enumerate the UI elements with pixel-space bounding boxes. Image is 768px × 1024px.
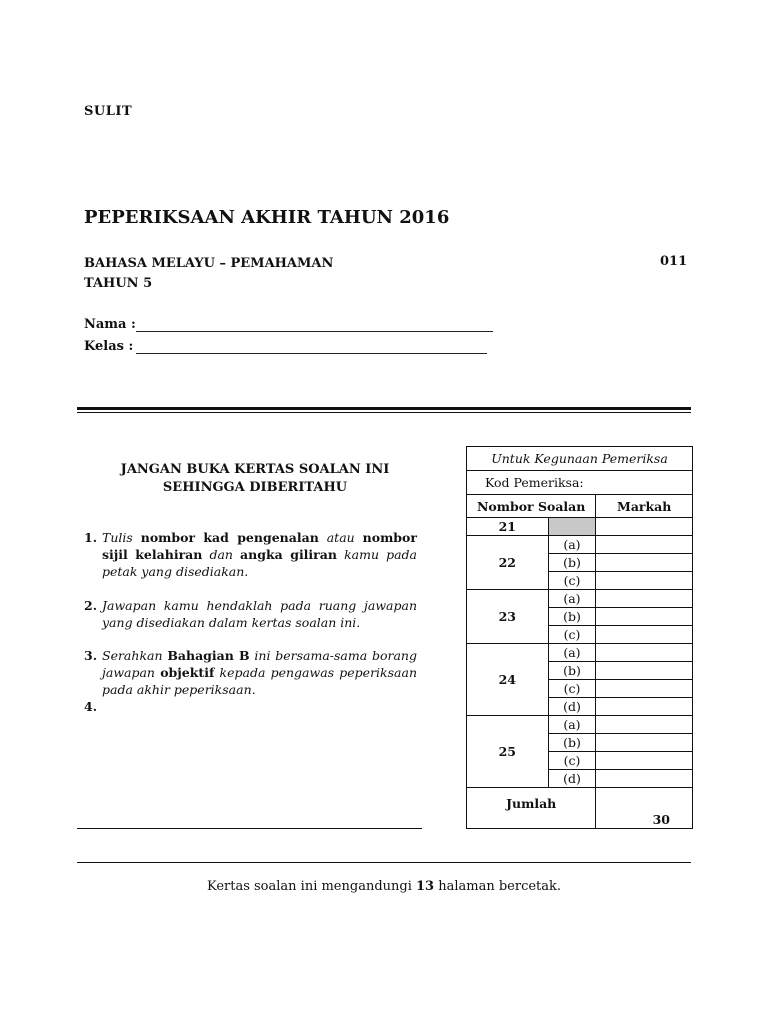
instruction-text-part (233, 547, 240, 562)
instruction-text-part: kamu pada petak yang disediakan. (102, 547, 417, 579)
marks-cell[interactable] (596, 716, 693, 734)
instruction-text-part: Tulis (102, 530, 133, 545)
instruction-text-part: angka giliran (240, 547, 337, 562)
sub-question-label: (a) (548, 590, 596, 608)
footer-text-after: halaman bercetak. (434, 879, 562, 894)
instruction-item (84, 597, 417, 631)
instruction-item (84, 647, 417, 698)
sub-question-label: (c) (548, 680, 596, 698)
sub-question-label: (a) (548, 716, 596, 734)
instruction-number: 1. (84, 530, 98, 545)
instruction-text-part: nombor kad pengenalan (140, 530, 319, 545)
marks-cell[interactable] (596, 644, 693, 662)
divider-bottom (77, 862, 691, 863)
marks-cell[interactable] (596, 536, 693, 554)
marks-cell[interactable] (596, 608, 693, 626)
page-count: 13 (416, 879, 435, 894)
table-row (467, 590, 693, 608)
instruction-text-part (133, 530, 141, 545)
instruction-text-part (355, 530, 363, 545)
footer-text-before: Kertas soalan ini mengandungi (206, 879, 417, 894)
instruction-text-part: kepada pengawas peperiksaan pada akhir peperiksaan. (102, 665, 417, 697)
instruction-text-part: Bahagian B (167, 648, 250, 663)
sub-question-label: (a) (548, 536, 596, 554)
question-number: 21 (467, 518, 549, 536)
marks-cell[interactable] (596, 554, 693, 572)
instruction-item (84, 529, 417, 580)
marks-cell[interactable] (596, 698, 693, 716)
kelas-label: Kelas : (84, 339, 134, 354)
instruction-number: 2. (84, 598, 98, 613)
table-row (467, 536, 693, 554)
sub-question-label: (d) (548, 770, 596, 788)
column-header-question: Nombor Soalan (467, 495, 596, 518)
examiner-code-label: Kod Pemeriksa: (467, 471, 693, 495)
total-row (467, 788, 693, 829)
table-row (467, 716, 693, 734)
year-label: TAHUN 5 (84, 276, 153, 291)
divider-thin (77, 412, 691, 413)
question-number: 24 (467, 644, 549, 716)
sub-question-label: (c) (548, 752, 596, 770)
marks-cell[interactable] (596, 770, 693, 788)
instruction-text-part (337, 547, 344, 562)
question-number: 25 (467, 716, 549, 788)
table-row (467, 518, 693, 536)
marks-cell[interactable] (596, 662, 693, 680)
sub-question-label: (a) (548, 644, 596, 662)
subject-label: BAHASA MELAYU – PEMAHAMAN (84, 256, 334, 271)
sub-question-label: (b) (548, 662, 596, 680)
marks-cell[interactable] (596, 752, 693, 770)
sub-question-label: (c) (548, 626, 596, 644)
instruction-text-part: nombor sijil kelahiran (102, 530, 417, 562)
page-count-note (0, 879, 768, 894)
divider-thick (77, 407, 691, 410)
sub-question-label: (c) (548, 572, 596, 590)
question-number: 23 (467, 590, 549, 644)
sub-question-label: (b) (548, 734, 596, 752)
instruction-text-part: dan (209, 547, 233, 562)
instruction-text-part: ini bersama-sama borang jawapan (102, 648, 417, 680)
instruction-text-part: Jawapan kamu hendaklah pada ruang jawapan yang disediakan dalam kertas soalan ini. (102, 598, 417, 630)
nama-label: Nama : (84, 317, 136, 332)
instruction-text (102, 597, 417, 631)
sub-question-label: (b) (548, 554, 596, 572)
column-header-marks: Markah (596, 495, 693, 518)
classification-label: SULIT (84, 104, 133, 119)
warning-line-1: JANGAN BUKA KERTAS SOALAN INI (120, 462, 390, 477)
examiner-table-title: Untuk Kegunaan Pemeriksa (467, 447, 693, 471)
instruction-text-part (319, 530, 327, 545)
kelas-field[interactable] (136, 353, 487, 354)
instruction-text (102, 529, 417, 580)
divider-left (77, 828, 422, 829)
total-label: Jumlah (467, 788, 596, 829)
instruction-text-part: Serahkan (102, 648, 163, 663)
marks-cell[interactable] (596, 680, 693, 698)
marks-cell[interactable] (596, 734, 693, 752)
total-marks: 30 (596, 788, 693, 829)
instruction-number: 3. (84, 648, 98, 663)
instruction-number: 4. (84, 699, 98, 714)
marks-cell[interactable] (596, 590, 693, 608)
instruction-text (102, 647, 417, 698)
shaded-cell (548, 518, 596, 536)
examiner-table (466, 446, 693, 829)
marks-cell[interactable] (596, 626, 693, 644)
exam-title: PEPERIKSAAN AKHIR TAHUN 2016 (84, 207, 450, 228)
sub-question-label: (b) (548, 608, 596, 626)
paper-code: 011 (660, 254, 688, 269)
nama-field[interactable] (136, 331, 493, 332)
warning-line-2: SEHINGGA DIBERITAHU (162, 480, 348, 495)
question-number: 22 (467, 536, 549, 590)
instruction-text-part: objektif (160, 665, 215, 680)
marks-cell[interactable] (596, 572, 693, 590)
marks-cell[interactable] (596, 518, 693, 536)
sub-question-label: (d) (548, 698, 596, 716)
instruction-text-part: atau (326, 530, 355, 545)
table-row (467, 644, 693, 662)
